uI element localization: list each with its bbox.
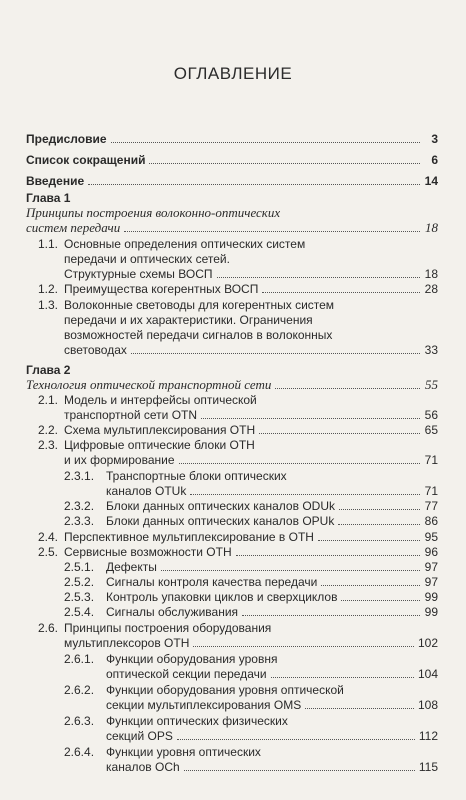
entry-page: 99 xyxy=(424,605,438,619)
entry-label: Сигналы обслуживания xyxy=(106,605,239,619)
entry-page: 55 xyxy=(425,377,438,392)
leader-dots xyxy=(179,462,420,464)
toc-entry-2-5-3 xyxy=(106,590,438,604)
section-2-5-2-number: 2.5.2. xyxy=(64,575,95,589)
leader-dots xyxy=(131,352,420,354)
section-2-3-line: Цифровые оптические блоки ОТН xyxy=(64,438,255,452)
entry-label: Сервисные возможности ОТН xyxy=(64,545,232,559)
entry-label: Блоки данных оптических каналов OPUk xyxy=(106,514,335,528)
section-1-2-number: 1.2. xyxy=(38,282,59,296)
section-2-6-number: 2.6. xyxy=(38,621,59,635)
section-1-3-line: передачи и их характеристики. Ограничения xyxy=(64,313,313,327)
entry-label: каналов OTUk xyxy=(106,484,187,498)
section-2-6-line: Принципы построения оборудования xyxy=(64,621,272,635)
leader-dots xyxy=(190,493,420,495)
leader-dots xyxy=(275,387,420,389)
toc-entry-introduction xyxy=(26,174,438,188)
section-2-6-1-line: Функции оборудования уровня xyxy=(106,652,278,666)
leader-dots xyxy=(88,183,420,185)
page-title: ОГЛАВЛЕНИЕ xyxy=(173,64,293,83)
section-2-1-number: 2.1. xyxy=(38,393,59,407)
toc-entry-2-3-2 xyxy=(106,499,438,513)
entry-page: 18 xyxy=(424,267,438,281)
entry-page: 14 xyxy=(424,174,438,188)
section-2-3-2-number: 2.3.2. xyxy=(64,499,95,513)
section-1-3-number: 1.3. xyxy=(38,298,59,312)
entry-page: 71 xyxy=(424,484,438,498)
chapter-2-title xyxy=(26,378,438,392)
section-1-3-line: возможностей передачи сигналов в волоконных xyxy=(64,328,333,342)
chapter-1-title xyxy=(26,221,438,235)
entry-label: транспортной сети OTN xyxy=(64,408,198,422)
entry-label: мультиплексоров ОТН xyxy=(64,636,190,650)
entry-page: 99 xyxy=(424,590,438,604)
leader-dots xyxy=(161,569,420,571)
entry-page: 28 xyxy=(424,282,438,296)
toc-entry-1-1 xyxy=(64,267,438,281)
chapter-2-heading: Глава 2 xyxy=(26,363,71,377)
entry-label: секций OPS xyxy=(106,729,173,743)
leader-dots xyxy=(242,614,420,616)
leader-dots xyxy=(193,645,414,647)
section-2-4-number: 2.4. xyxy=(38,530,59,544)
entry-label: Структурные схемы ВОСП xyxy=(64,267,213,281)
toc-entry-preface xyxy=(26,132,438,146)
section-2-6-2-number: 2.6.2. xyxy=(64,683,95,697)
leader-dots xyxy=(305,707,414,709)
entry-label: Схема мультиплексирования ОТН xyxy=(64,423,256,437)
entry-label: и их формирование xyxy=(64,453,175,467)
section-1-1-line: Основные определения оптических систем xyxy=(64,237,306,251)
entry-page: 97 xyxy=(424,575,438,589)
entry-label: Технология оптической транспортной сети xyxy=(26,377,272,392)
leader-dots xyxy=(236,554,420,556)
leader-dots xyxy=(124,230,420,232)
toc-entry-2-4 xyxy=(64,530,438,544)
leader-dots xyxy=(338,523,420,525)
toc-entry-2-6-4 xyxy=(106,760,438,774)
chapter-1-heading: Глава 1 xyxy=(26,191,71,205)
toc-entry-2-6 xyxy=(64,636,438,650)
chapter-1-title-line: Принципы построения волоконно-оптических xyxy=(26,205,281,220)
leader-dots xyxy=(262,291,420,293)
leader-dots xyxy=(271,676,414,678)
leader-dots xyxy=(339,508,420,510)
entry-label: систем передачи xyxy=(26,220,121,235)
section-2-6-2-line: Функции оборудования уровня оптической xyxy=(106,683,344,697)
entry-label: Сигналы контроля качества передачи xyxy=(106,575,318,589)
entry-label: Перспективное мультиплексирование в ОТН xyxy=(64,530,314,544)
section-1-1-line: передачи и оптических сетей. xyxy=(64,252,230,266)
section-2-1-line: Модель и интерфейсы оптической xyxy=(64,393,257,407)
section-2-5-3-number: 2.5.3. xyxy=(64,590,95,604)
entry-label: Предисловие xyxy=(26,132,107,146)
toc-entry-abbreviations xyxy=(26,153,438,167)
section-2-3-1-number: 2.3.1. xyxy=(64,469,95,483)
leader-dots xyxy=(259,432,420,434)
toc-entry-2-3-1 xyxy=(106,484,438,498)
entry-label: световодах xyxy=(64,343,127,357)
entry-label: Дефекты xyxy=(106,560,157,574)
section-2-5-1-number: 2.5.1. xyxy=(64,560,95,574)
entry-page: 86 xyxy=(424,514,438,528)
entry-page: 77 xyxy=(424,499,438,513)
entry-page: 56 xyxy=(424,408,438,422)
section-2-2-number: 2.2. xyxy=(38,423,59,437)
toc-entry-2-6-3 xyxy=(106,729,438,743)
toc-entry-2-5 xyxy=(64,545,438,559)
leader-dots xyxy=(111,141,420,143)
section-2-5-number: 2.5. xyxy=(38,545,59,559)
section-2-6-4-number: 2.6.4. xyxy=(64,745,95,759)
toc-entry-2-6-2 xyxy=(106,698,438,712)
leader-dots xyxy=(321,584,420,586)
toc-entry-2-6-1 xyxy=(106,667,438,681)
section-2-3-number: 2.3. xyxy=(38,438,59,452)
leader-dots xyxy=(318,539,420,541)
entry-page: 102 xyxy=(417,636,438,650)
section-2-3-3-number: 2.3.3. xyxy=(64,514,95,528)
entry-label: Блоки данных оптических каналов ODUk xyxy=(106,499,335,513)
section-2-6-4-line: Функции уровня оптических xyxy=(106,745,261,759)
entry-label: Преимущества когерентных ВОСП xyxy=(64,282,259,296)
entry-page: 108 xyxy=(417,698,438,712)
toc-entry-1-3 xyxy=(64,343,438,357)
leader-dots xyxy=(201,417,420,419)
entry-page: 115 xyxy=(418,760,438,774)
entry-page: 33 xyxy=(424,343,438,357)
toc-entry-2-5-4 xyxy=(106,605,438,619)
leader-dots xyxy=(341,599,420,601)
section-2-3-1-line: Транспортные блоки оптических xyxy=(106,469,287,483)
toc-entry-2-3 xyxy=(64,453,438,467)
toc-entry-2-3-3 xyxy=(106,514,438,528)
entry-page: 104 xyxy=(417,667,438,681)
entry-label: оптической секции передачи xyxy=(106,667,267,681)
entry-page: 95 xyxy=(424,530,438,544)
entry-page: 65 xyxy=(424,423,438,437)
entry-label: Список сокращений xyxy=(26,153,146,167)
toc-entry-2-5-2 xyxy=(106,575,438,589)
section-2-5-4-number: 2.5.4. xyxy=(64,605,95,619)
entry-page: 3 xyxy=(431,132,438,146)
leader-dots xyxy=(217,276,421,278)
section-1-1-number: 1.1. xyxy=(38,237,59,251)
section-2-6-3-line: Функции оптических физических xyxy=(106,714,288,728)
entry-page: 6 xyxy=(431,153,438,167)
entry-label: каналов OCh xyxy=(106,760,180,774)
entry-label: Контроль упаковки циклов и сверхциклов xyxy=(106,590,338,604)
leader-dots xyxy=(149,162,420,164)
leader-dots xyxy=(177,738,415,740)
entry-page: 112 xyxy=(418,729,438,743)
entry-label: секции мультиплексирования OMS xyxy=(106,698,302,712)
entry-page: 18 xyxy=(425,220,438,235)
entry-page: 96 xyxy=(424,545,438,559)
entry-page: 71 xyxy=(424,453,438,467)
section-2-6-1-number: 2.6.1. xyxy=(64,652,95,666)
toc-entry-2-2 xyxy=(64,423,438,437)
toc-entry-1-2 xyxy=(64,282,438,296)
section-2-6-3-number: 2.6.3. xyxy=(64,714,95,728)
entry-label: Введение xyxy=(26,174,85,188)
entry-page: 97 xyxy=(424,560,438,574)
toc-entry-2-5-1 xyxy=(106,560,438,574)
leader-dots xyxy=(184,769,415,771)
section-1-3-line: Волоконные световоды для когерентных систем xyxy=(64,298,335,312)
toc-entry-2-1 xyxy=(64,408,438,422)
